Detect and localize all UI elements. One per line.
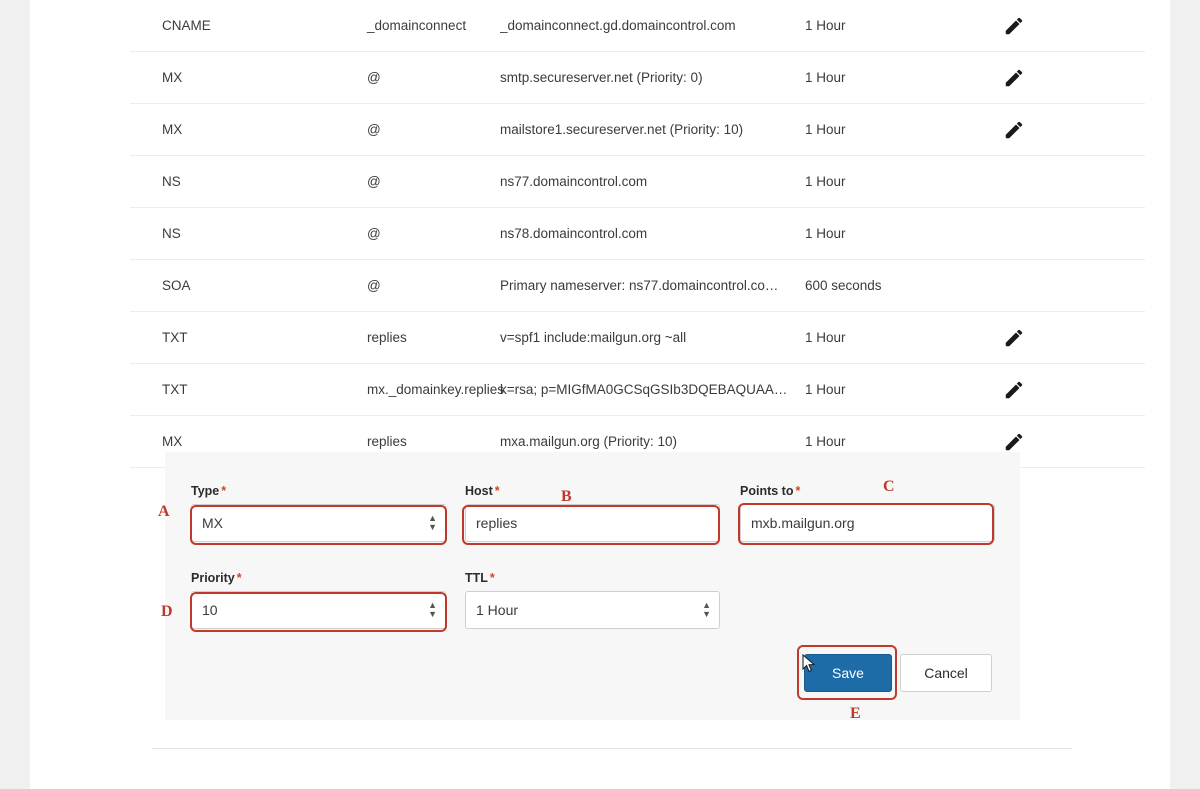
annotation-label-d: D (161, 603, 173, 620)
record-host: @ (367, 122, 381, 137)
priority-label: Priority * (191, 571, 242, 585)
table-row[interactable] (130, 312, 1145, 364)
record-ttl: 1 Hour (805, 382, 846, 397)
record-host: replies (367, 330, 407, 345)
record-points-to: ns78.domaincontrol.com (500, 226, 648, 241)
record-points-to: v=spf1 include:mailgun.org ~all (500, 330, 687, 345)
record-type: SOA (162, 278, 191, 293)
record-points-to: Primary nameserver: ns77.domaincontrol.co… (500, 278, 779, 293)
record-ttl: 1 Hour (805, 18, 846, 33)
record-ttl: 1 Hour (805, 330, 846, 345)
required-marker: * (489, 571, 495, 585)
points-to-label: Points to * (740, 484, 801, 498)
type-field-group (191, 484, 446, 542)
record-actions[interactable] (985, 15, 1145, 37)
record-points-to: _domainconnect.gd.domaincontrol.com (500, 18, 736, 33)
table-row[interactable] (130, 104, 1145, 156)
record-points-to: smtp.secureserver.net (Priority: 0) (500, 70, 703, 85)
annotation-label-e: E (850, 705, 861, 722)
host-input[interactable] (465, 504, 720, 542)
record-ttl: 600 seconds (805, 278, 882, 293)
ttl-select[interactable] (465, 591, 720, 629)
stepper-updown-icon[interactable]: ▲ ▼ (428, 600, 437, 619)
annotation-label-b: B (561, 488, 572, 505)
edit-pencil-icon[interactable] (1003, 15, 1025, 37)
edit-pencil-icon[interactable] (1003, 119, 1025, 141)
table-row[interactable] (130, 208, 1145, 260)
required-marker: * (494, 484, 500, 498)
record-points-to: ns77.domaincontrol.com (500, 174, 648, 189)
table-row[interactable] (130, 260, 1145, 312)
dns-records-table (130, 0, 1145, 468)
record-points-to: mxa.mailgun.org (Priority: 10) (500, 434, 678, 449)
save-button[interactable]: Save (804, 654, 892, 692)
record-actions[interactable] (985, 67, 1145, 89)
record-actions[interactable] (985, 119, 1145, 141)
record-ttl: 1 Hour (805, 174, 846, 189)
record-type: TXT (162, 382, 188, 397)
record-host: @ (367, 174, 381, 189)
cancel-button[interactable]: Cancel (900, 654, 992, 692)
dns-management-card (30, 0, 1170, 789)
required-marker: * (236, 571, 242, 585)
table-row[interactable] (130, 156, 1145, 208)
annotation-label-a: A (158, 503, 170, 520)
ttl-select-wrap[interactable] (465, 591, 720, 629)
record-type: CNAME (162, 18, 211, 33)
record-ttl: 1 Hour (805, 434, 846, 449)
record-type: NS (162, 226, 181, 241)
record-points-to: mailstore1.secureserver.net (Priority: 10) (500, 122, 744, 137)
record-host: @ (367, 70, 381, 85)
record-type: MX (162, 70, 183, 85)
points-to-input[interactable] (740, 504, 995, 542)
priority-field-group (191, 571, 446, 629)
required-marker: * (221, 484, 227, 498)
record-actions[interactable] (985, 327, 1145, 349)
record-type: NS (162, 174, 181, 189)
record-actions[interactable] (985, 379, 1145, 401)
annotation-label-c: C (883, 478, 895, 495)
record-points-to: k=rsa; p=MIGfMA0GCSqGSIb3DQEBAQUAA… (500, 382, 788, 397)
type-label: Type * (191, 484, 227, 498)
record-host: @ (367, 278, 381, 293)
edit-pencil-icon[interactable] (1003, 431, 1025, 453)
record-host: mx._domainkey.replies (367, 382, 505, 397)
record-host: @ (367, 226, 381, 241)
record-actions[interactable] (985, 431, 1145, 453)
edit-pencil-icon[interactable] (1003, 67, 1025, 89)
host-label: Host * (465, 484, 500, 498)
record-host: _domainconnect (367, 18, 467, 33)
record-type: MX (162, 434, 183, 449)
edit-pencil-icon[interactable] (1003, 327, 1025, 349)
priority-input[interactable] (191, 591, 446, 629)
record-type: TXT (162, 330, 188, 345)
required-marker: * (795, 484, 801, 498)
record-type: MX (162, 122, 183, 137)
record-ttl: 1 Hour (805, 70, 846, 85)
type-select-wrap[interactable] (191, 504, 446, 542)
type-select[interactable] (191, 504, 446, 542)
table-row[interactable] (130, 364, 1145, 416)
table-row[interactable] (130, 52, 1145, 104)
points-to-field-group (740, 484, 995, 542)
record-host: replies (367, 434, 407, 449)
edit-pencil-icon[interactable] (1003, 379, 1025, 401)
chevron-updown-icon[interactable]: ▲ ▼ (428, 513, 437, 532)
host-field-group (465, 484, 720, 542)
chevron-updown-icon[interactable]: ▲ ▼ (702, 600, 711, 619)
table-row[interactable] (130, 0, 1145, 52)
ttl-label: TTL * (465, 571, 495, 585)
ttl-field-group (465, 571, 720, 629)
record-ttl: 1 Hour (805, 122, 846, 137)
priority-stepper-wrap[interactable] (191, 591, 446, 629)
section-divider (152, 748, 1072, 749)
record-ttl: 1 Hour (805, 226, 846, 241)
